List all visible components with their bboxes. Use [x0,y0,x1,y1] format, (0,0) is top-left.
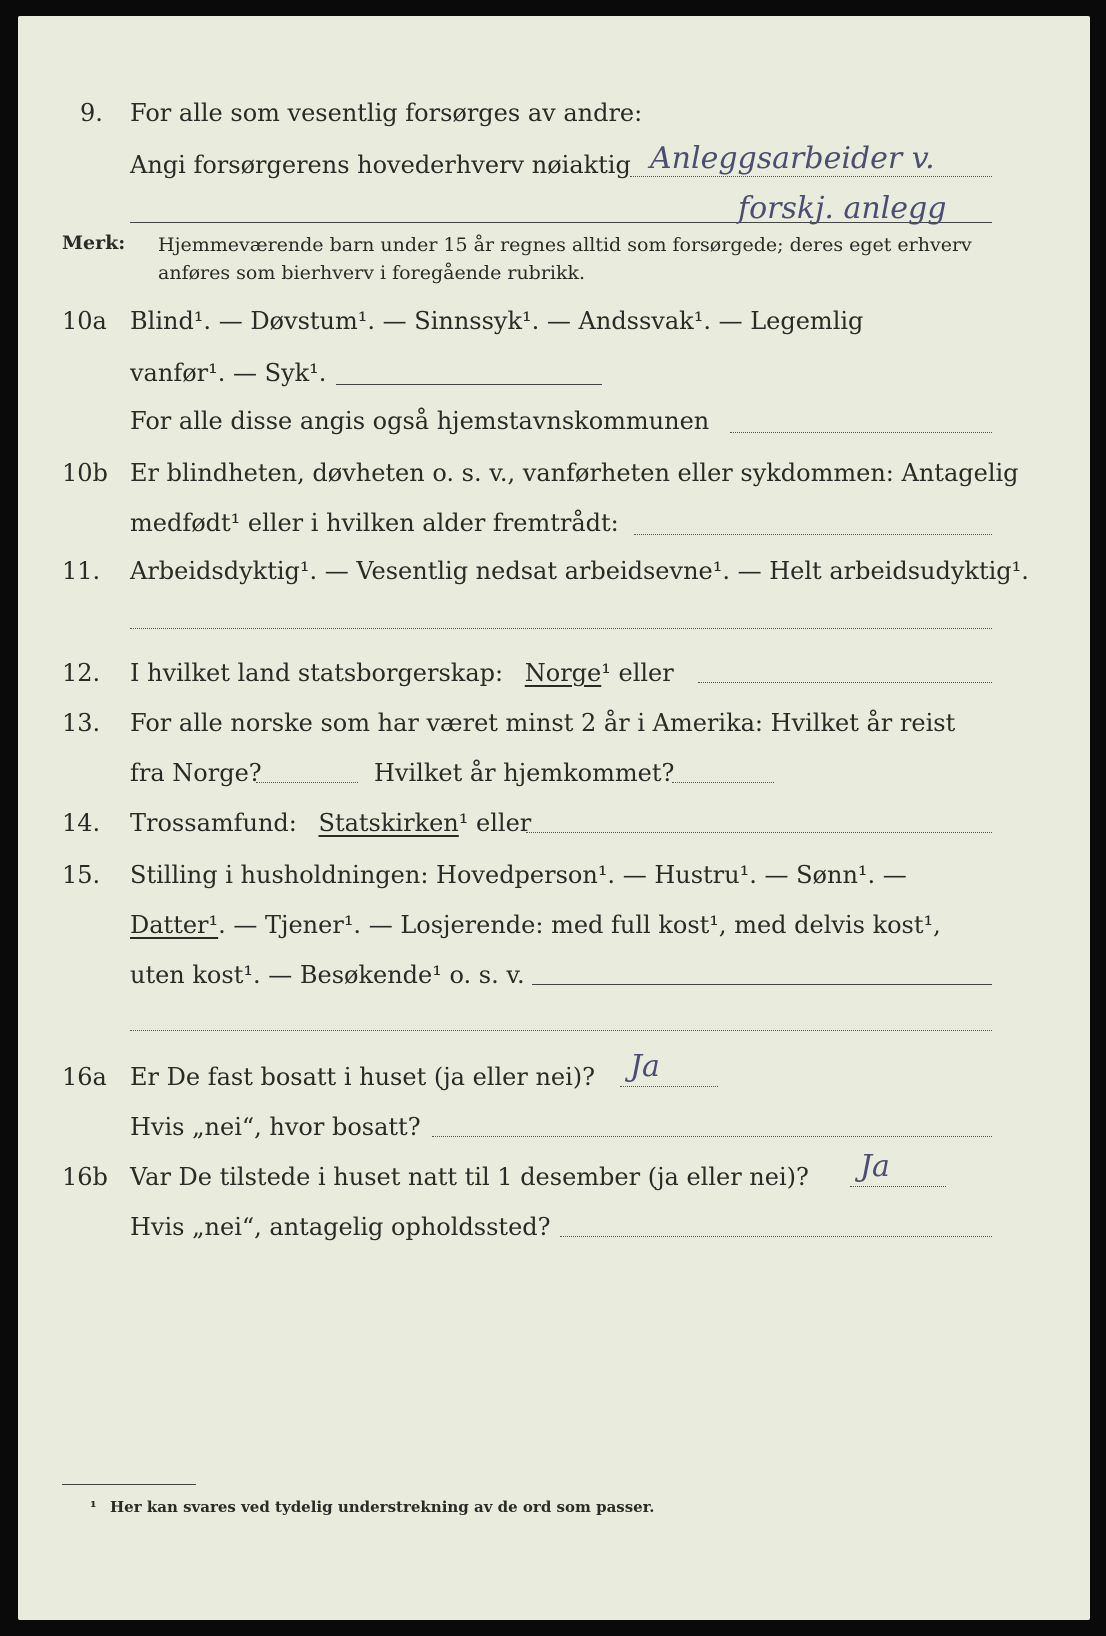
q10b-number: 10b [62,459,108,487]
q12-suffix: ¹ eller [601,659,674,687]
merk-line2: anføres som bierhverv i foregående rubrikk. [158,262,586,284]
q15-line2-rest: . — Tjener¹. — Losjerende: med full kost¹, med delvis kost¹, [218,911,941,939]
q10a-syk-line [336,384,602,385]
q11-line1: Arbeidsdyktig¹. — Vesentlig nedsat arbeidsevne¹. — Helt arbeidsudyktig¹. [130,557,1029,585]
q14-number: 14. [62,809,101,837]
q10a-kommune-line [730,432,992,433]
footnote-rule [62,1484,196,1485]
q10a-line1: Blind¹. — Døvstum¹. — Sinnssyk¹. — Andssvak¹. — Legemlig [130,307,864,335]
q9-answer-2: forskj. anlegg [738,191,947,226]
q16a-line1: Er De fast bosatt i huset (ja eller nei)? [130,1063,596,1091]
q13-line2a: fra Norge? [130,759,262,787]
q9-answer-line1 [630,176,992,177]
q9-answer-1: Anleggsarbeider v. [650,141,935,176]
q15-line3: uten kost¹. — Besøkende¹ o. s. v. [130,961,525,989]
q15-answer-line1 [532,984,992,985]
q10a-number: 10a [62,307,107,335]
q10b-line2: medfødt¹ eller i hvilken alder fremtrådt: [130,509,619,537]
q13-reist-line [256,782,358,783]
q13-line1: For alle norske som har været minst 2 år i Amerika: Hvilket år reist [130,709,956,737]
q16b-sted-line [560,1236,992,1237]
q14-answer-line [526,832,992,833]
q16a-line2: Hvis „nei“, hvor bosatt? [130,1113,421,1141]
q14-suffix: ¹ eller [458,809,532,837]
q10a-line2: vanfør¹. — Syk¹. [130,359,327,387]
q15-line1: Stilling i husholdningen: Hovedperson¹. — Hustru¹. — Sønn¹. — [130,861,907,889]
footnote-mark: ¹ [90,1498,97,1516]
q16b-answer: Ja [860,1149,890,1184]
footnote-text: Her kan svares ved tydelig understrekning av de ord som passer. [110,1498,655,1516]
q14-statskirken: Statskirken [318,809,459,837]
q12-line [130,658,674,688]
q9-line2: Angi forsørgerens hovederhverv nøiaktig [130,151,631,179]
q9-line1: For alle som vesentlig forsørges av andre: [130,99,643,127]
q15-line2 [130,910,941,940]
q16a-answer: Ja [630,1049,660,1084]
q10b-line1: Er blindheten, døvheten o. s. v., vanførheten eller sykdommen: Antagelig [130,459,1019,487]
q13-line2b: Hvilket år hjemkommet? [374,759,675,787]
q10a-line3: For alle disse angis også hjemstavnskommunen [130,407,710,435]
q12-answer-line [698,682,992,683]
q15-answer-line2 [130,1030,992,1031]
q12-number: 12. [62,659,101,687]
q15-datter: Datter¹ [130,911,219,939]
q16a-answer-line [620,1086,718,1087]
q16a-bosatt-line [432,1136,992,1137]
merk-line1: Hjemmeværende barn under 15 år regnes alltid som forsørgede; deres eget erhverv [158,234,972,256]
q11-answer-line [130,628,992,629]
q15-number: 15. [62,861,101,889]
merk-label: Merk: [62,232,126,254]
q16b-answer-line [850,1186,946,1187]
q13-hjem-line [672,782,774,783]
q14-line [130,808,531,838]
q16b-number: 16b [62,1163,108,1191]
q14-prefix: Trossamfund: [130,809,297,837]
q10b-alder-line [634,534,992,535]
q9-number: 9. [80,99,103,127]
census-form-page [18,16,1090,1620]
q12-norge: Norge [524,659,602,687]
q16b-line2: Hvis „nei“, antagelig opholdssted? [130,1213,551,1241]
q16b-line1: Var De tilstede i huset natt til 1 desember (ja eller nei)? [130,1163,809,1191]
q16a-number: 16a [62,1063,107,1091]
q12-prefix: I hvilket land statsborgerskap: [130,659,504,687]
q13-number: 13. [62,709,101,737]
q11-number: 11. [62,557,101,585]
